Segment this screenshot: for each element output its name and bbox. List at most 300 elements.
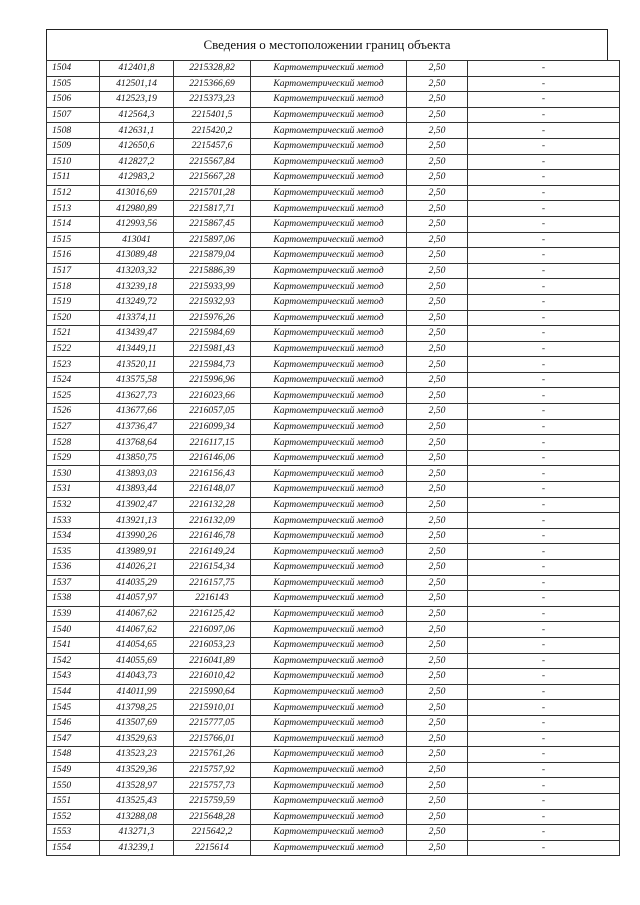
y-coordinate-cell: 2216146,78 <box>174 528 251 544</box>
accuracy-cell: 2,50 <box>407 279 468 295</box>
y-coordinate-cell: 2215667,28 <box>174 170 251 186</box>
table-row <box>47 747 620 763</box>
method-cell: Картометрический метод <box>251 653 407 669</box>
method-cell: Картометрический метод <box>251 232 407 248</box>
method-cell: Картометрический метод <box>251 809 407 825</box>
point-number-cell: 1533 <box>47 513 100 529</box>
method-cell: Картометрический метод <box>251 778 407 794</box>
accuracy-cell: 2,50 <box>407 170 468 186</box>
table-row <box>47 513 620 529</box>
y-coordinate-cell: 2216041,89 <box>174 653 251 669</box>
point-number-cell: 1525 <box>47 388 100 404</box>
point-number-cell: 1506 <box>47 92 100 108</box>
point-number-cell: 1520 <box>47 310 100 326</box>
table-row <box>47 341 620 357</box>
y-coordinate-cell: 2215990,64 <box>174 684 251 700</box>
method-cell: Картометрический метод <box>251 76 407 92</box>
x-coordinate-cell: 412501,14 <box>100 76 174 92</box>
x-coordinate-cell: 414055,69 <box>100 653 174 669</box>
x-coordinate-cell: 414067,62 <box>100 606 174 622</box>
method-cell: Картометрический метод <box>251 123 407 139</box>
point-number-cell: 1511 <box>47 170 100 186</box>
y-coordinate-cell: 2215910,01 <box>174 700 251 716</box>
point-number-cell: 1536 <box>47 560 100 576</box>
table-row <box>47 279 620 295</box>
description-cell: - <box>468 669 620 685</box>
point-number-cell: 1546 <box>47 715 100 731</box>
point-number-cell: 1505 <box>47 76 100 92</box>
description-cell: - <box>468 575 620 591</box>
description-cell: - <box>468 123 620 139</box>
y-coordinate-cell: 2216010,42 <box>174 669 251 685</box>
x-coordinate-cell: 414035,29 <box>100 575 174 591</box>
method-cell: Картометрический метод <box>251 419 407 435</box>
y-coordinate-cell: 2216097,06 <box>174 622 251 638</box>
table-row <box>47 232 620 248</box>
y-coordinate-cell: 2215766,01 <box>174 731 251 747</box>
y-coordinate-cell: 2215981,43 <box>174 341 251 357</box>
table-row <box>47 326 620 342</box>
description-cell: - <box>468 185 620 201</box>
y-coordinate-cell: 2215757,73 <box>174 778 251 794</box>
table-row <box>47 809 620 825</box>
point-number-cell: 1551 <box>47 793 100 809</box>
description-cell: - <box>468 263 620 279</box>
method-cell: Картометрический метод <box>251 684 407 700</box>
y-coordinate-cell: 2216132,09 <box>174 513 251 529</box>
description-cell: - <box>468 154 620 170</box>
accuracy-cell: 2,50 <box>407 138 468 154</box>
point-number-cell: 1543 <box>47 669 100 685</box>
point-number-cell: 1517 <box>47 263 100 279</box>
accuracy-cell: 2,50 <box>407 450 468 466</box>
point-number-cell: 1538 <box>47 591 100 607</box>
x-coordinate-cell: 413449,11 <box>100 341 174 357</box>
table-row <box>47 123 620 139</box>
table-row <box>47 715 620 731</box>
y-coordinate-cell: 2215897,06 <box>174 232 251 248</box>
y-coordinate-cell: 2216149,24 <box>174 544 251 560</box>
table-row <box>47 419 620 435</box>
table-row <box>47 372 620 388</box>
method-cell: Картометрический метод <box>251 107 407 123</box>
x-coordinate-cell: 413575,58 <box>100 372 174 388</box>
accuracy-cell: 2,50 <box>407 154 468 170</box>
point-number-cell: 1530 <box>47 466 100 482</box>
x-coordinate-cell: 414067,62 <box>100 622 174 638</box>
accuracy-cell: 2,50 <box>407 513 468 529</box>
point-number-cell: 1516 <box>47 248 100 264</box>
description-cell: - <box>468 513 620 529</box>
table-row <box>47 107 620 123</box>
accuracy-cell: 2,50 <box>407 248 468 264</box>
accuracy-cell: 2,50 <box>407 778 468 794</box>
x-coordinate-cell: 413239,18 <box>100 279 174 295</box>
accuracy-cell: 2,50 <box>407 294 468 310</box>
accuracy-cell: 2,50 <box>407 606 468 622</box>
method-cell: Картометрический метод <box>251 61 407 77</box>
accuracy-cell: 2,50 <box>407 482 468 498</box>
x-coordinate-cell: 412401,8 <box>100 61 174 77</box>
description-cell: - <box>468 372 620 388</box>
accuracy-cell: 2,50 <box>407 560 468 576</box>
x-coordinate-cell: 414011,99 <box>100 684 174 700</box>
description-cell: - <box>468 61 620 77</box>
table-row <box>47 575 620 591</box>
table-row <box>47 310 620 326</box>
description-cell: - <box>468 310 620 326</box>
method-cell: Картометрический метод <box>251 216 407 232</box>
x-coordinate-cell: 412827,2 <box>100 154 174 170</box>
point-number-cell: 1514 <box>47 216 100 232</box>
accuracy-cell: 2,50 <box>407 326 468 342</box>
x-coordinate-cell: 413507,69 <box>100 715 174 731</box>
accuracy-cell: 2,50 <box>407 388 468 404</box>
accuracy-cell: 2,50 <box>407 263 468 279</box>
method-cell: Картометрический метод <box>251 497 407 513</box>
x-coordinate-cell: 412631,1 <box>100 123 174 139</box>
table-row <box>47 528 620 544</box>
description-cell: - <box>468 762 620 778</box>
table-row <box>47 76 620 92</box>
method-cell: Картометрический метод <box>251 622 407 638</box>
table-body <box>47 61 620 856</box>
boundary-table <box>46 60 620 856</box>
method-cell: Картометрический метод <box>251 715 407 731</box>
accuracy-cell: 2,50 <box>407 232 468 248</box>
x-coordinate-cell: 413768,64 <box>100 435 174 451</box>
description-cell: - <box>468 653 620 669</box>
accuracy-cell: 2,50 <box>407 637 468 653</box>
point-number-cell: 1532 <box>47 497 100 513</box>
description-cell: - <box>468 497 620 513</box>
method-cell: Картометрический метод <box>251 513 407 529</box>
table-row <box>47 622 620 638</box>
accuracy-cell: 2,50 <box>407 684 468 700</box>
point-number-cell: 1523 <box>47 357 100 373</box>
point-number-cell: 1554 <box>47 840 100 856</box>
x-coordinate-cell: 413041 <box>100 232 174 248</box>
description-cell: - <box>468 715 620 731</box>
point-number-cell: 1526 <box>47 404 100 420</box>
x-coordinate-cell: 413239,1 <box>100 840 174 856</box>
table-row <box>47 388 620 404</box>
description-cell: - <box>468 825 620 841</box>
x-coordinate-cell: 413893,44 <box>100 482 174 498</box>
y-coordinate-cell: 2215886,39 <box>174 263 251 279</box>
method-cell: Картометрический метод <box>251 825 407 841</box>
x-coordinate-cell: 412980,89 <box>100 201 174 217</box>
accuracy-cell: 2,50 <box>407 840 468 856</box>
method-cell: Картометрический метод <box>251 700 407 716</box>
x-coordinate-cell: 412523,19 <box>100 92 174 108</box>
point-number-cell: 1539 <box>47 606 100 622</box>
table-row <box>47 793 620 809</box>
table-row <box>47 653 620 669</box>
method-cell: Картометрический метод <box>251 404 407 420</box>
method-cell: Картометрический метод <box>251 279 407 295</box>
method-cell: Картометрический метод <box>251 669 407 685</box>
table-row <box>47 762 620 778</box>
method-cell: Картометрический метод <box>251 793 407 809</box>
x-coordinate-cell: 413374,11 <box>100 310 174 326</box>
table-row <box>47 201 620 217</box>
point-number-cell: 1547 <box>47 731 100 747</box>
table-row <box>47 404 620 420</box>
table-title: Сведения о местоположении границ объекта <box>46 29 608 60</box>
x-coordinate-cell: 413520,11 <box>100 357 174 373</box>
description-cell: - <box>468 840 620 856</box>
method-cell: Картометрический метод <box>251 357 407 373</box>
table-row <box>47 170 620 186</box>
point-number-cell: 1513 <box>47 201 100 217</box>
method-cell: Картометрический метод <box>251 248 407 264</box>
y-coordinate-cell: 2215642,2 <box>174 825 251 841</box>
y-coordinate-cell: 2215757,92 <box>174 762 251 778</box>
accuracy-cell: 2,50 <box>407 404 468 420</box>
accuracy-cell: 2,50 <box>407 622 468 638</box>
x-coordinate-cell: 413893,03 <box>100 466 174 482</box>
method-cell: Картометрический метод <box>251 201 407 217</box>
point-number-cell: 1515 <box>47 232 100 248</box>
x-coordinate-cell: 413902,47 <box>100 497 174 513</box>
y-coordinate-cell: 2215328,82 <box>174 61 251 77</box>
y-coordinate-cell: 2215932,93 <box>174 294 251 310</box>
x-coordinate-cell: 412993,56 <box>100 216 174 232</box>
x-coordinate-cell: 413850,75 <box>100 450 174 466</box>
accuracy-cell: 2,50 <box>407 747 468 763</box>
point-number-cell: 1521 <box>47 326 100 342</box>
description-cell: - <box>468 684 620 700</box>
y-coordinate-cell: 2215867,45 <box>174 216 251 232</box>
accuracy-cell: 2,50 <box>407 793 468 809</box>
method-cell: Картометрический метод <box>251 92 407 108</box>
y-coordinate-cell: 2215879,04 <box>174 248 251 264</box>
point-number-cell: 1537 <box>47 575 100 591</box>
x-coordinate-cell: 413677,66 <box>100 404 174 420</box>
point-number-cell: 1540 <box>47 622 100 638</box>
accuracy-cell: 2,50 <box>407 185 468 201</box>
y-coordinate-cell: 2215761,26 <box>174 747 251 763</box>
point-number-cell: 1534 <box>47 528 100 544</box>
y-coordinate-cell: 2216132,28 <box>174 497 251 513</box>
x-coordinate-cell: 414043,73 <box>100 669 174 685</box>
method-cell: Картометрический метод <box>251 606 407 622</box>
point-number-cell: 1528 <box>47 435 100 451</box>
accuracy-cell: 2,50 <box>407 435 468 451</box>
point-number-cell: 1512 <box>47 185 100 201</box>
x-coordinate-cell: 412564,3 <box>100 107 174 123</box>
point-number-cell: 1524 <box>47 372 100 388</box>
method-cell: Картометрический метод <box>251 637 407 653</box>
point-number-cell: 1510 <box>47 154 100 170</box>
description-cell: - <box>468 544 620 560</box>
accuracy-cell: 2,50 <box>407 216 468 232</box>
description-cell: - <box>468 326 620 342</box>
y-coordinate-cell: 2216143 <box>174 591 251 607</box>
x-coordinate-cell: 413921,13 <box>100 513 174 529</box>
table-row <box>47 466 620 482</box>
table-row <box>47 357 620 373</box>
accuracy-cell: 2,50 <box>407 123 468 139</box>
description-cell: - <box>468 107 620 123</box>
x-coordinate-cell: 413627,73 <box>100 388 174 404</box>
x-coordinate-cell: 413439,47 <box>100 326 174 342</box>
point-number-cell: 1518 <box>47 279 100 295</box>
table-row <box>47 497 620 513</box>
accuracy-cell: 2,50 <box>407 372 468 388</box>
description-cell: - <box>468 404 620 420</box>
point-number-cell: 1542 <box>47 653 100 669</box>
description-cell: - <box>468 747 620 763</box>
description-cell: - <box>468 466 620 482</box>
table-row <box>47 450 620 466</box>
y-coordinate-cell: 2216023,66 <box>174 388 251 404</box>
point-number-cell: 1507 <box>47 107 100 123</box>
y-coordinate-cell: 2215457,6 <box>174 138 251 154</box>
description-cell: - <box>468 809 620 825</box>
description-cell: - <box>468 419 620 435</box>
method-cell: Картометрический метод <box>251 372 407 388</box>
x-coordinate-cell: 413529,36 <box>100 762 174 778</box>
y-coordinate-cell: 2215567,84 <box>174 154 251 170</box>
method-cell: Картометрический метод <box>251 294 407 310</box>
accuracy-cell: 2,50 <box>407 825 468 841</box>
point-number-cell: 1504 <box>47 61 100 77</box>
description-cell: - <box>468 357 620 373</box>
x-coordinate-cell: 413989,91 <box>100 544 174 560</box>
x-coordinate-cell: 413528,97 <box>100 778 174 794</box>
accuracy-cell: 2,50 <box>407 310 468 326</box>
table-row <box>47 544 620 560</box>
y-coordinate-cell: 2215648,28 <box>174 809 251 825</box>
method-cell: Картометрический метод <box>251 310 407 326</box>
point-number-cell: 1519 <box>47 294 100 310</box>
accuracy-cell: 2,50 <box>407 653 468 669</box>
method-cell: Картометрический метод <box>251 528 407 544</box>
x-coordinate-cell: 413529,63 <box>100 731 174 747</box>
table-row <box>47 591 620 607</box>
description-cell: - <box>468 637 620 653</box>
accuracy-cell: 2,50 <box>407 61 468 77</box>
description-cell: - <box>468 279 620 295</box>
y-coordinate-cell: 2215701,28 <box>174 185 251 201</box>
y-coordinate-cell: 2216057,05 <box>174 404 251 420</box>
accuracy-cell: 2,50 <box>407 809 468 825</box>
point-number-cell: 1509 <box>47 138 100 154</box>
y-coordinate-cell: 2215614 <box>174 840 251 856</box>
point-number-cell: 1508 <box>47 123 100 139</box>
table-row <box>47 825 620 841</box>
y-coordinate-cell: 2215976,26 <box>174 310 251 326</box>
y-coordinate-cell: 2216117,15 <box>174 435 251 451</box>
x-coordinate-cell: 413089,48 <box>100 248 174 264</box>
y-coordinate-cell: 2216156,43 <box>174 466 251 482</box>
method-cell: Картометрический метод <box>251 466 407 482</box>
accuracy-cell: 2,50 <box>407 497 468 513</box>
description-cell: - <box>468 216 620 232</box>
table-row <box>47 294 620 310</box>
description-cell: - <box>468 622 620 638</box>
table-row <box>47 560 620 576</box>
table-row <box>47 482 620 498</box>
accuracy-cell: 2,50 <box>407 76 468 92</box>
point-number-cell: 1553 <box>47 825 100 841</box>
description-cell: - <box>468 248 620 264</box>
description-cell: - <box>468 170 620 186</box>
method-cell: Картометрический метод <box>251 185 407 201</box>
point-number-cell: 1529 <box>47 450 100 466</box>
description-cell: - <box>468 341 620 357</box>
y-coordinate-cell: 2215401,5 <box>174 107 251 123</box>
x-coordinate-cell: 413990,26 <box>100 528 174 544</box>
description-cell: - <box>468 232 620 248</box>
table-row <box>47 216 620 232</box>
accuracy-cell: 2,50 <box>407 357 468 373</box>
point-number-cell: 1522 <box>47 341 100 357</box>
point-number-cell: 1548 <box>47 747 100 763</box>
table-row <box>47 684 620 700</box>
table-row <box>47 606 620 622</box>
x-coordinate-cell: 413016,69 <box>100 185 174 201</box>
description-cell: - <box>468 92 620 108</box>
y-coordinate-cell: 2216157,75 <box>174 575 251 591</box>
x-coordinate-cell: 413203,32 <box>100 263 174 279</box>
description-cell: - <box>468 700 620 716</box>
accuracy-cell: 2,50 <box>407 528 468 544</box>
table-row <box>47 248 620 264</box>
method-cell: Картометрический метод <box>251 170 407 186</box>
table-row <box>47 700 620 716</box>
description-cell: - <box>468 778 620 794</box>
table-row <box>47 778 620 794</box>
accuracy-cell: 2,50 <box>407 544 468 560</box>
x-coordinate-cell: 414057,97 <box>100 591 174 607</box>
table-row <box>47 263 620 279</box>
point-number-cell: 1545 <box>47 700 100 716</box>
point-number-cell: 1527 <box>47 419 100 435</box>
x-coordinate-cell: 413525,43 <box>100 793 174 809</box>
table-row <box>47 61 620 77</box>
method-cell: Картометрический метод <box>251 762 407 778</box>
description-cell: - <box>468 731 620 747</box>
accuracy-cell: 2,50 <box>407 201 468 217</box>
method-cell: Картометрический метод <box>251 388 407 404</box>
y-coordinate-cell: 2215373,23 <box>174 92 251 108</box>
method-cell: Картометрический метод <box>251 435 407 451</box>
point-number-cell: 1549 <box>47 762 100 778</box>
description-cell: - <box>468 591 620 607</box>
method-cell: Картометрический метод <box>251 138 407 154</box>
x-coordinate-cell: 414054,65 <box>100 637 174 653</box>
accuracy-cell: 2,50 <box>407 715 468 731</box>
method-cell: Картометрический метод <box>251 450 407 466</box>
x-coordinate-cell: 414026,21 <box>100 560 174 576</box>
description-cell: - <box>468 450 620 466</box>
accuracy-cell: 2,50 <box>407 466 468 482</box>
accuracy-cell: 2,50 <box>407 591 468 607</box>
description-cell: - <box>468 560 620 576</box>
method-cell: Картометрический метод <box>251 326 407 342</box>
y-coordinate-cell: 2215984,69 <box>174 326 251 342</box>
description-cell: - <box>468 388 620 404</box>
description-cell: - <box>468 138 620 154</box>
method-cell: Картометрический метод <box>251 544 407 560</box>
x-coordinate-cell: 413288,08 <box>100 809 174 825</box>
description-cell: - <box>468 201 620 217</box>
x-coordinate-cell: 412650,6 <box>100 138 174 154</box>
table-row <box>47 840 620 856</box>
